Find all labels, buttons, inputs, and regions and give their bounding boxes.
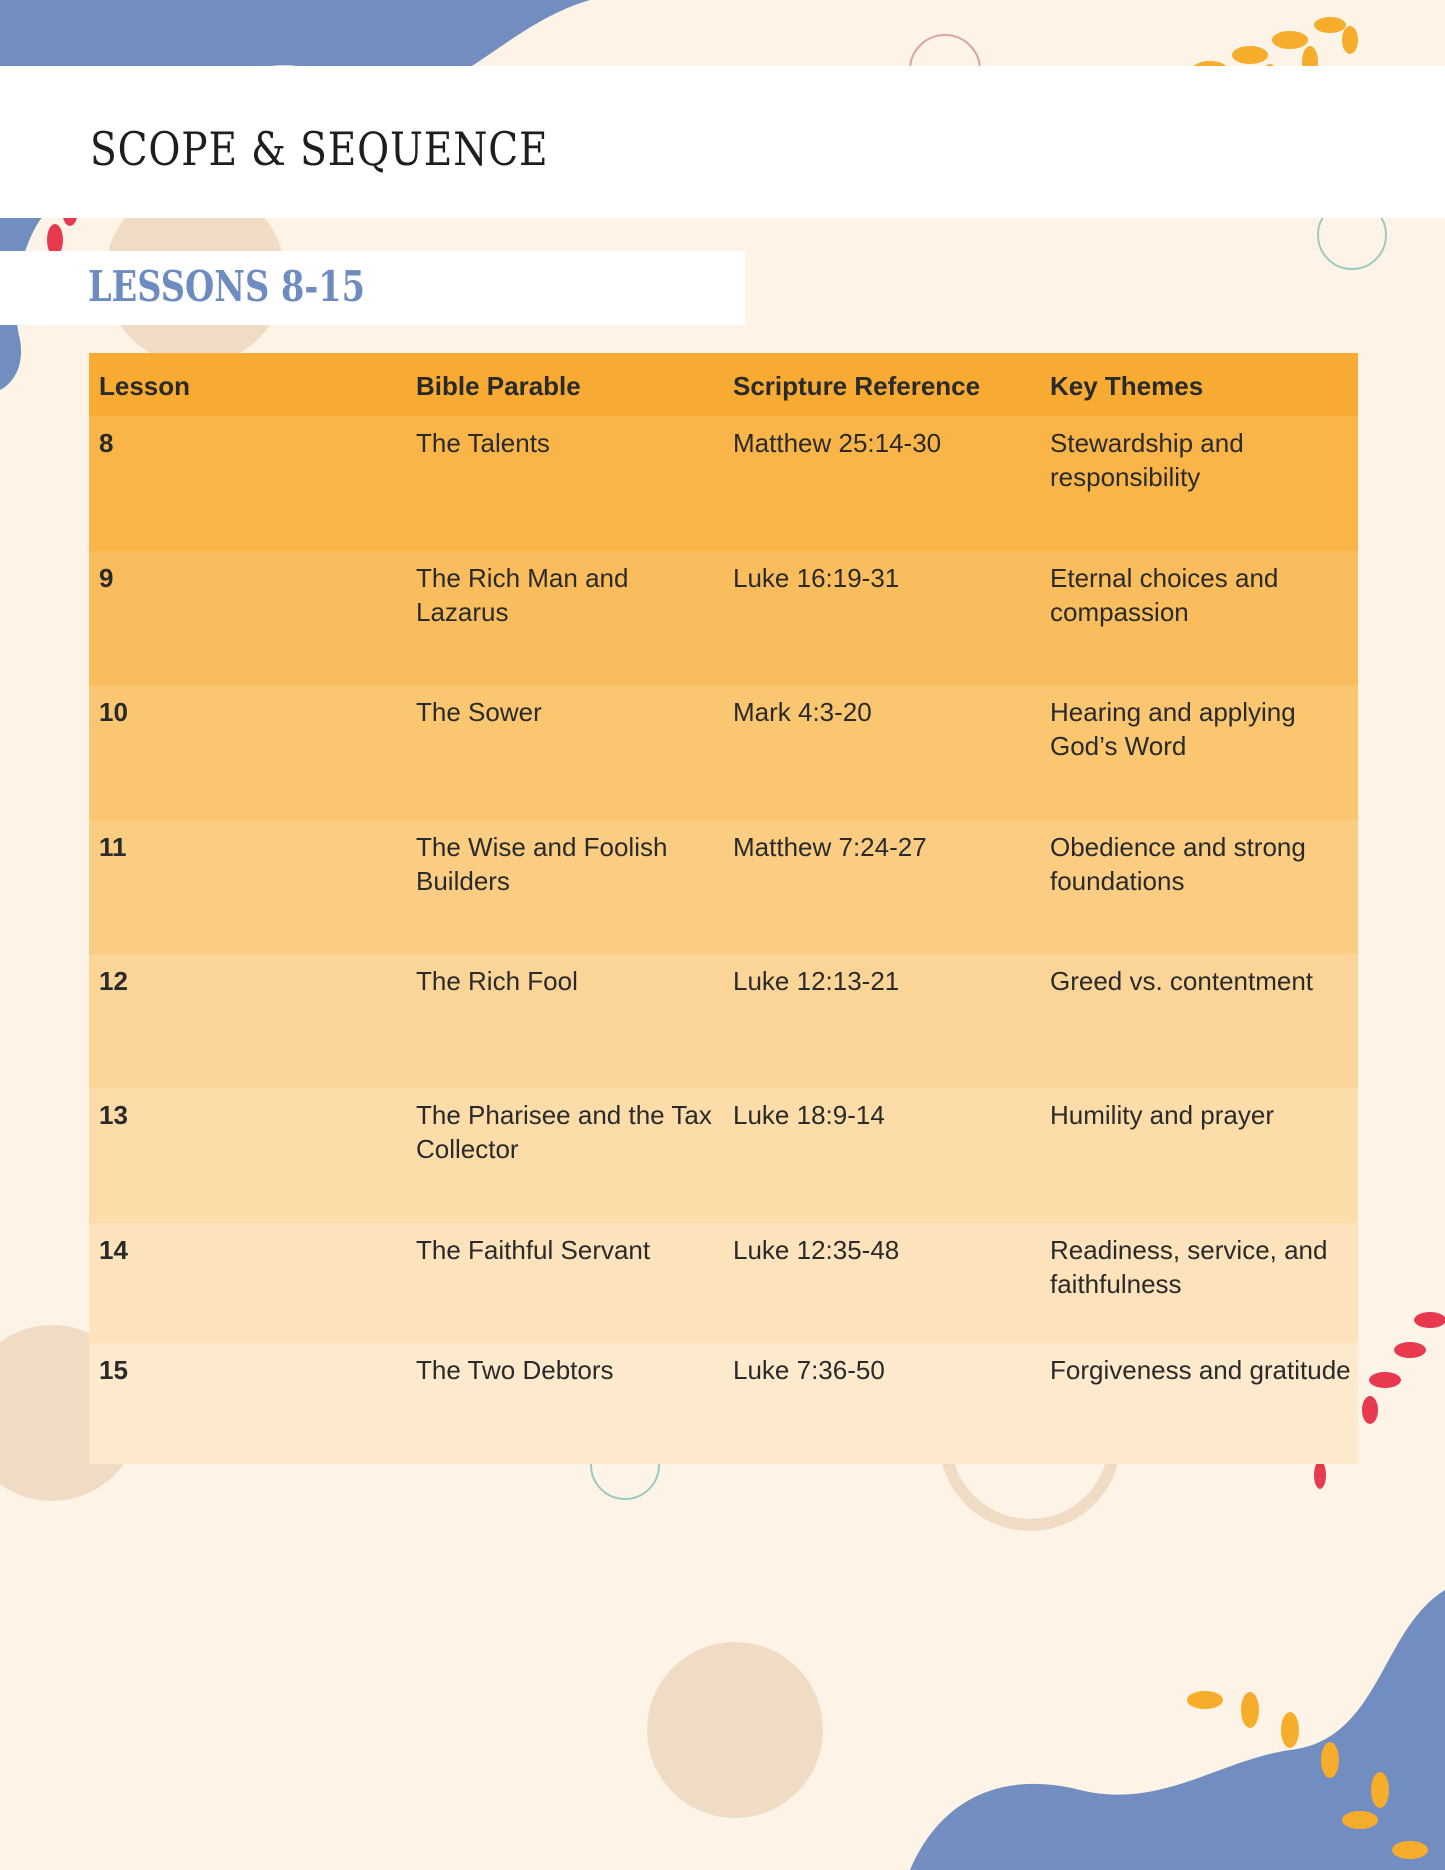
cell-themes: Stewardship and responsibility (1050, 428, 1244, 492)
cell-parable: The Talents (416, 428, 550, 458)
table-header (89, 353, 1358, 416)
cell-lesson: 15 (99, 1355, 128, 1385)
table-row (89, 551, 1358, 685)
cell-lesson: 13 (99, 1100, 128, 1130)
table-row (89, 1223, 1358, 1343)
cell-scripture: Matthew 7:24-27 (733, 832, 927, 862)
cell-themes: Hearing and applying God’s Word (1050, 697, 1296, 761)
cell-themes: Obedience and strong foundations (1050, 832, 1306, 896)
cell-themes: Forgiveness and gratitude (1050, 1355, 1351, 1385)
cell-scripture: Matthew 25:14-30 (733, 428, 942, 458)
cell-lesson: 11 (99, 832, 127, 862)
table-row (89, 820, 1358, 954)
header-themes: Key Themes (1050, 371, 1204, 401)
header-parable: Bible Parable (416, 371, 581, 401)
cell-themes: Readiness, service, and faithfulness (1050, 1235, 1328, 1299)
cell-scripture: Luke 12:35-48 (733, 1235, 900, 1265)
cell-parable: The Two Debtors (416, 1355, 614, 1385)
cell-parable: The Rich Fool (416, 966, 578, 996)
cell-lesson: 14 (99, 1235, 128, 1265)
cell-scripture: Luke 12:13-21 (733, 966, 900, 996)
cell-scripture: Luke 16:19-31 (733, 563, 900, 593)
page-title: SCOPE & SEQUENCE (90, 122, 549, 176)
cell-themes: Humility and prayer (1050, 1100, 1274, 1130)
cell-scripture: Luke 7:36-50 (733, 1355, 885, 1385)
cell-lesson: 12 (99, 966, 128, 996)
header-lesson: Lesson (99, 371, 191, 401)
cell-scripture: Luke 18:9-14 (733, 1100, 885, 1130)
cell-parable: The Wise and Foolish Builders (416, 832, 668, 896)
cell-lesson: 8 (99, 428, 114, 458)
cell-parable: The Rich Man and Lazarus (416, 563, 629, 627)
table-row (89, 685, 1358, 820)
cell-themes: Greed vs. contentment (1050, 966, 1314, 996)
cell-lesson: 10 (99, 697, 128, 727)
table-row (89, 954, 1358, 1088)
table-row (89, 1088, 1358, 1223)
lessons-table (89, 353, 1358, 1464)
table-row (89, 1343, 1358, 1464)
table-row (89, 416, 1358, 551)
cell-parable: The Pharisee and the Tax Collector (416, 1100, 712, 1164)
section-subtitle: LESSONS 8-15 (88, 262, 366, 311)
cell-lesson: 9 (99, 563, 114, 593)
cell-parable: The Faithful Servant (416, 1235, 651, 1265)
cell-themes: Eternal choices and compassion (1050, 563, 1279, 627)
cell-parable: The Sower (416, 697, 542, 727)
header-scripture: Scripture Reference (733, 371, 981, 401)
cell-scripture: Mark 4:3-20 (733, 697, 872, 727)
